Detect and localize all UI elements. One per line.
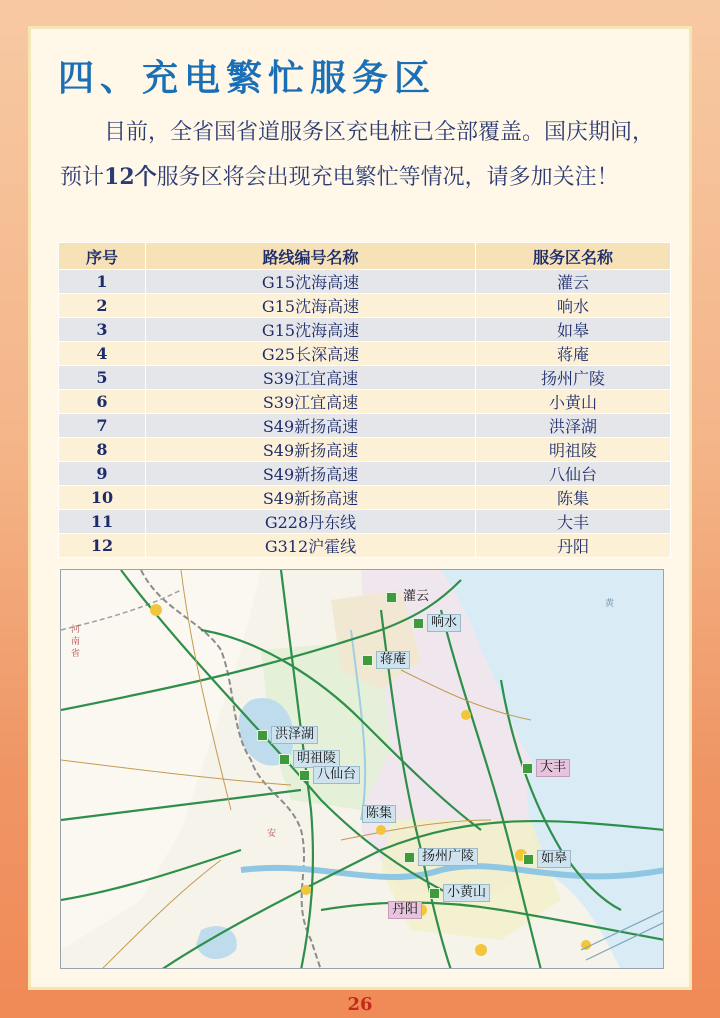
table-row [59, 390, 671, 414]
table-row [59, 270, 671, 294]
section-title: 四、充电繁忙服务区 [58, 58, 437, 99]
map-province-char-3: 省 [71, 649, 81, 659]
row-number: 7 [59, 414, 146, 438]
row-route: G312沪霍线 [146, 534, 476, 558]
row-area: 丹阳 [476, 534, 671, 558]
map-pin-xiangshui [413, 614, 461, 632]
service-area-icon [429, 888, 440, 899]
row-area: 灌云 [476, 270, 671, 294]
col-header-number: 序号 [59, 243, 146, 270]
table-row [59, 462, 671, 486]
table-row [59, 318, 671, 342]
map-label: 灌云 [403, 589, 430, 604]
map-label: 蒋庵 [376, 651, 410, 669]
row-route: S49新扬高速 [146, 438, 476, 462]
intro-text-before: 目前，全省国省道服务区充电桩已全部覆盖。国庆期间，预计 [60, 120, 655, 190]
intro-text-after: 服务区将会出现充电繁忙等情况，请多加关注！ [156, 165, 619, 190]
service-area-icon [279, 754, 290, 765]
service-area-icon [404, 852, 415, 863]
row-number: 11 [59, 510, 146, 534]
row-number: 12 [59, 534, 146, 558]
table-header-row [59, 243, 671, 270]
intro-count: 12个 [104, 164, 157, 190]
map-label: 洪泽湖 [271, 726, 318, 744]
map-pin-hongzehu [257, 726, 318, 744]
map-label: 陈集 [362, 805, 396, 823]
col-header-route: 路线编号名称 [146, 243, 476, 270]
row-number: 9 [59, 462, 146, 486]
map-label: 扬州广陵 [418, 848, 478, 866]
service-area-icon [522, 763, 533, 774]
row-route: G228丹东线 [146, 510, 476, 534]
row-route: S49新扬高速 [146, 414, 476, 438]
row-number: 8 [59, 438, 146, 462]
row-route: G25长深高速 [146, 342, 476, 366]
map-pin-xiaohuangshan [429, 884, 490, 902]
map-sea-label: 黄 [605, 599, 615, 609]
service-area-table [58, 242, 671, 558]
row-area: 蒋庵 [476, 342, 671, 366]
map-province-char-2: 南 [71, 637, 81, 647]
service-area-map [60, 569, 664, 969]
intro-paragraph [60, 110, 670, 200]
row-number: 4 [59, 342, 146, 366]
row-route: S39江宜高速 [146, 366, 476, 390]
map-pin-baxiantai [299, 766, 360, 784]
row-number: 5 [59, 366, 146, 390]
service-area-icon [523, 854, 534, 865]
row-area: 响水 [476, 294, 671, 318]
row-area: 明祖陵 [476, 438, 671, 462]
col-header-area: 服务区名称 [476, 243, 671, 270]
row-area: 八仙台 [476, 462, 671, 486]
map-pin-danyang [388, 901, 422, 919]
row-number: 2 [59, 294, 146, 318]
table-row [59, 342, 671, 366]
map-pin-yangzhou-guangling [404, 848, 478, 866]
row-route: G15沈海高速 [146, 294, 476, 318]
row-route: S49新扬高速 [146, 462, 476, 486]
service-area-icon [362, 655, 373, 666]
table-row [59, 294, 671, 318]
row-area: 小黄山 [476, 390, 671, 414]
service-area-icon [413, 618, 424, 629]
map-label: 明祖陵 [293, 750, 340, 768]
row-area: 洪泽湖 [476, 414, 671, 438]
map-region-label: 安 [267, 829, 277, 839]
map-label: 大丰 [536, 759, 570, 777]
map-pin-dafeng [522, 759, 570, 777]
table-row [59, 366, 671, 390]
table-row [59, 486, 671, 510]
row-area: 如皋 [476, 318, 671, 342]
row-area: 陈集 [476, 486, 671, 510]
table-row [59, 510, 671, 534]
table-row [59, 414, 671, 438]
service-area-icon [257, 730, 268, 741]
row-number: 3 [59, 318, 146, 342]
map-pin-rugao [523, 850, 571, 868]
map-label: 丹阳 [388, 901, 422, 919]
page-number: 26 [347, 994, 373, 1015]
table-row [59, 438, 671, 462]
map-label: 响水 [427, 614, 461, 632]
map-label: 八仙台 [313, 766, 360, 784]
map-label: 小黄山 [443, 884, 490, 902]
map-province-char-1: 河 [71, 625, 81, 635]
service-area-icon [299, 770, 310, 781]
row-number: 10 [59, 486, 146, 510]
row-number: 6 [59, 390, 146, 414]
row-number: 1 [59, 270, 146, 294]
map-base [61, 570, 664, 969]
service-area-icon [386, 592, 397, 603]
row-area: 扬州广陵 [476, 366, 671, 390]
row-route: G15沈海高速 [146, 270, 476, 294]
row-route: S39江宜高速 [146, 390, 476, 414]
row-route: S49新扬高速 [146, 486, 476, 510]
row-area: 大丰 [476, 510, 671, 534]
table-row [59, 534, 671, 558]
row-route: G15沈海高速 [146, 318, 476, 342]
map-pin-guanyun [386, 589, 432, 605]
map-pin-chenji [362, 805, 396, 823]
map-label: 如皋 [537, 850, 571, 868]
map-pin-jiangan [362, 651, 410, 669]
